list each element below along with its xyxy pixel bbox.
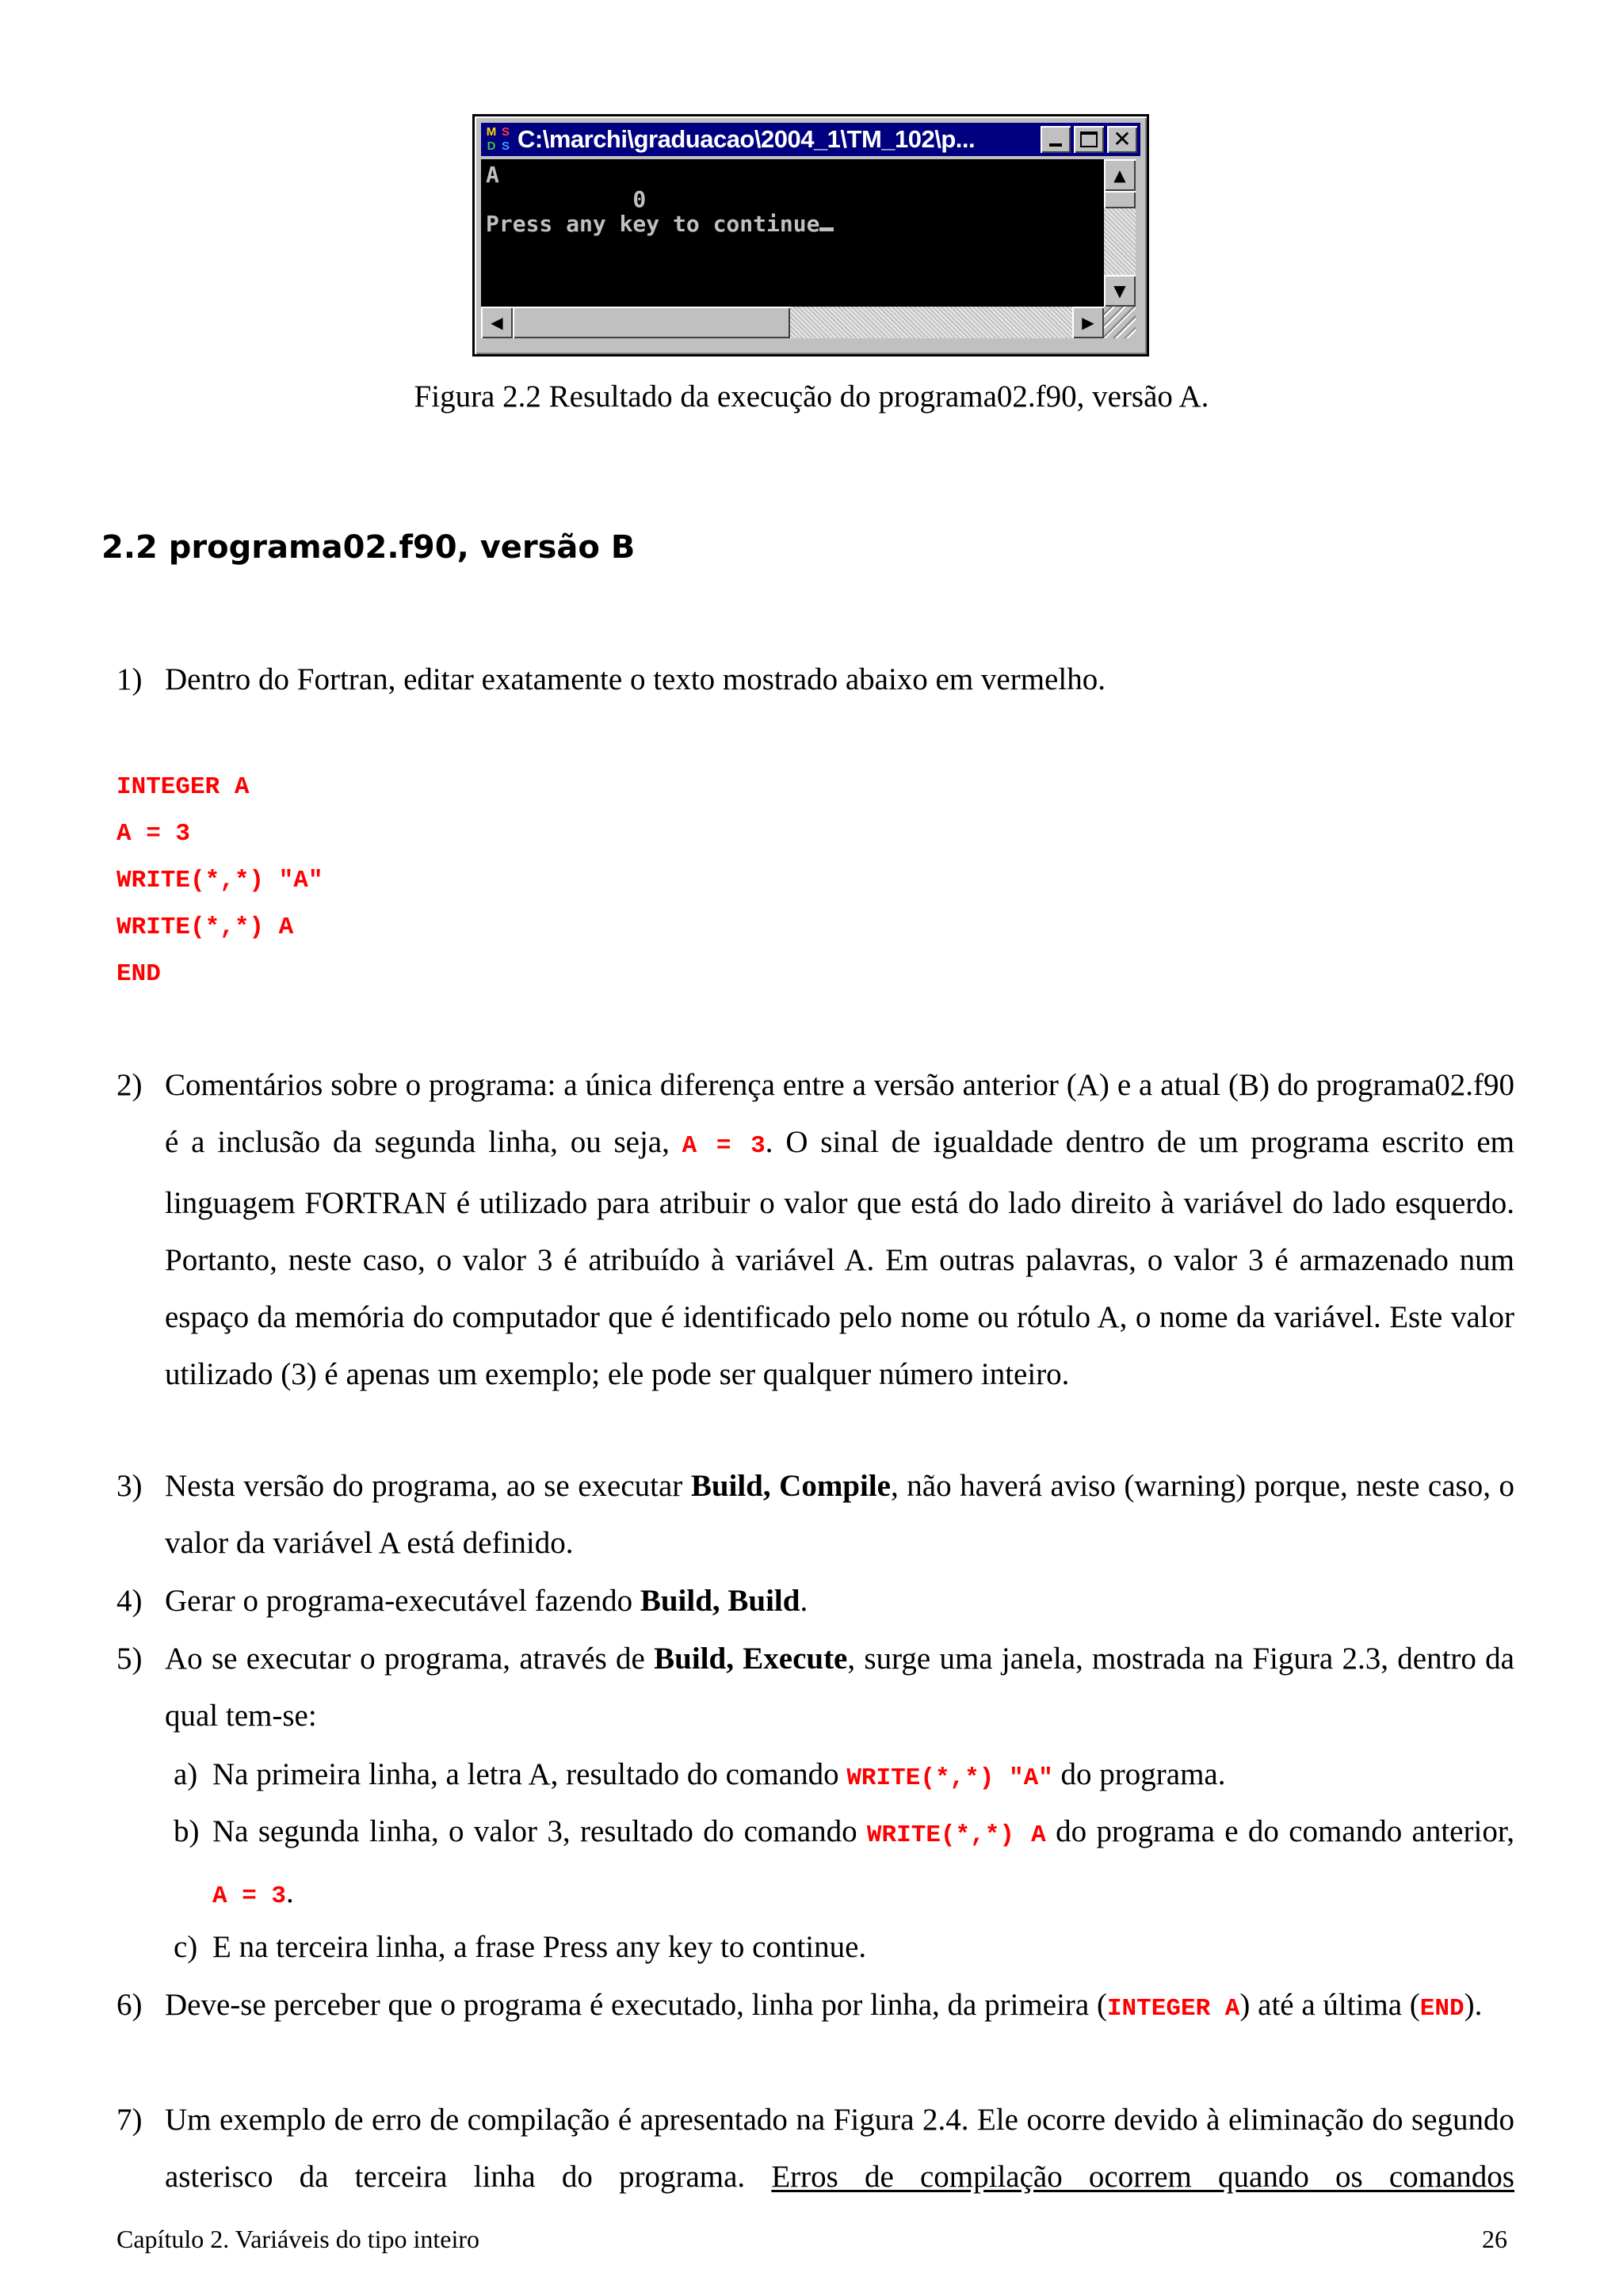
- minimize-icon: [1049, 143, 1062, 147]
- inline-code: WRITE(*,*) "A": [846, 1764, 1053, 1792]
- list-item-1: [116, 651, 1514, 708]
- section-heading: 2.2 programa02.f90, versão B: [101, 529, 636, 566]
- item-text: Comentários sobre o programa: a única diferença entre a versão anterior (A) e a atual (B) do programa02.f90 é a inclusão da segunda linha, ou seja, A = 3. O sinal de igualdade dentro de um programa escrito em linguagem FORTRAN é utilizado para atribuir o valor que está do lado direito à variável do lado esquerdo. Portanto, neste caso, o valor 3 é atribuído à variável A. Em outras palavras, o valor 3 é armazenado num espaço da memória do computador que é identificado pelo nome ou rótulo A, o nome da variável. Este valor utilizado (3) é apenas um exemplo; ele pode ser qualquer número inteiro.: [165, 1068, 1515, 1391]
- horizontal-scroll-thumb[interactable]: [513, 307, 790, 338]
- item-number: 5): [116, 1642, 143, 1676]
- list-item-4: [116, 1573, 1514, 1630]
- item-text: Na primeira linha, a letra A, resultado do comando WRITE(*,*) "A" do programa.: [212, 1757, 1226, 1792]
- console-output: [481, 159, 1104, 307]
- list-subitem-b: [174, 1803, 1514, 1925]
- arrow-right-icon: ▶: [1082, 313, 1094, 332]
- console-window-figure: [472, 114, 1149, 357]
- maximize-icon: [1080, 132, 1098, 147]
- inline-code: A = 3: [682, 1132, 766, 1160]
- item-text: Deve-se perceber que o programa é executado, linha por linha, da primeira (INTEGER A) até a última (END).: [165, 1988, 1483, 2023]
- figure-caption: Figura 2.2 Resultado da execução do programa02.f90, versão A.: [414, 379, 1209, 414]
- item-text: Ao se executar o programa, através de Build, Execute, surge uma janela, mostrada na Figura 2.3, dentro da qual tem-se:: [165, 1642, 1514, 1733]
- vertical-scrollbar[interactable]: [1104, 159, 1136, 307]
- scroll-up-button[interactable]: [1104, 159, 1136, 191]
- inline-code: INTEGER A: [1106, 1995, 1240, 2023]
- arrow-down-icon: ▼: [1113, 281, 1126, 300]
- close-icon: ✕: [1113, 126, 1132, 152]
- inline-code: WRITE(*,*) A: [866, 1821, 1046, 1849]
- console-window-title: C:\marchi\graduacao\2004_1\TM_102\p...: [517, 125, 976, 153]
- item-number: 6): [116, 1988, 143, 2022]
- text-cursor: [819, 227, 834, 231]
- list-item-3: [116, 1458, 1514, 1572]
- vertical-scroll-thumb[interactable]: [1104, 191, 1136, 208]
- item-text: Na segunda linha, o valor 3, resultado do comando WRITE(*,*) A do programa e do comando anterior, A = 3.: [212, 1814, 1514, 1910]
- console-titlebar: [481, 123, 1140, 156]
- msdos-icon: M S D S: [486, 125, 510, 153]
- list-subitem-a: [174, 1746, 1514, 1807]
- item-text: Dentro do Fortran, editar exatamente o texto mostrado abaixo em vermelho.: [165, 662, 1106, 696]
- list-subitem-c: [174, 1919, 1514, 1976]
- item-number: 4): [116, 1584, 143, 1618]
- item-number: 1): [116, 662, 143, 696]
- console-line: A: [486, 162, 499, 188]
- inline-code: A = 3: [212, 1882, 287, 1910]
- scroll-left-button[interactable]: [481, 307, 513, 338]
- horizontal-scrollbar[interactable]: [481, 307, 1104, 338]
- arrow-left-icon: ◀: [491, 313, 503, 332]
- resize-grip-icon[interactable]: [1104, 307, 1136, 338]
- item-text: Um exemplo de erro de compilação é apresentado na Figura 2.4. Ele ocorre devido à eliminação do segundo asterisco da terceira linha do programa. Erros de compilação ocorrem quando os comandos: [165, 2103, 1514, 2194]
- code-line: WRITE(*,*) A: [116, 913, 294, 941]
- item-text: E na terceira linha, a frase Press any key to continue.: [212, 1930, 867, 1964]
- item-number: b): [174, 1814, 200, 1848]
- item-number: 7): [116, 2103, 143, 2137]
- item-text: Gerar o programa-executável fazendo Build, Build.: [165, 1584, 808, 1618]
- minimize-button[interactable]: [1041, 126, 1071, 153]
- maximize-button[interactable]: [1074, 126, 1104, 153]
- footer-chapter: Capítulo 2. Variáveis do tipo inteiro: [116, 2225, 480, 2253]
- item-number: c): [174, 1930, 198, 1964]
- inline-code: END: [1419, 1995, 1465, 2023]
- item-number: a): [174, 1757, 198, 1791]
- code-line: INTEGER A: [116, 773, 250, 801]
- code-line: END: [116, 960, 161, 988]
- list-item-2: [116, 1057, 1514, 1403]
- arrow-up-icon: ▲: [1113, 166, 1126, 185]
- list-item-7: [116, 2092, 1514, 2206]
- footer-page-number: 26: [1482, 2225, 1507, 2253]
- code-line: A = 3: [116, 820, 191, 848]
- item-text: Nesta versão do programa, ao se executar Build, Compile, não haverá aviso (warning) porque, neste caso, o valor da variável A está definido.: [165, 1469, 1514, 1560]
- console-line: 0: [486, 186, 647, 212]
- list-item-5: [116, 1630, 1514, 1745]
- close-button[interactable]: [1107, 126, 1137, 153]
- code-line: WRITE(*,*) "A": [116, 867, 323, 894]
- item-number: 3): [116, 1469, 143, 1503]
- scroll-right-button[interactable]: [1072, 307, 1104, 338]
- item-number: 2): [116, 1068, 143, 1102]
- list-item-6: [116, 1977, 1514, 2038]
- scroll-down-button[interactable]: [1104, 275, 1136, 307]
- console-line: Press any key to continue: [486, 212, 1099, 236]
- underlined-text: Erros de compilação ocorrem quando os comandos: [771, 2160, 1514, 2194]
